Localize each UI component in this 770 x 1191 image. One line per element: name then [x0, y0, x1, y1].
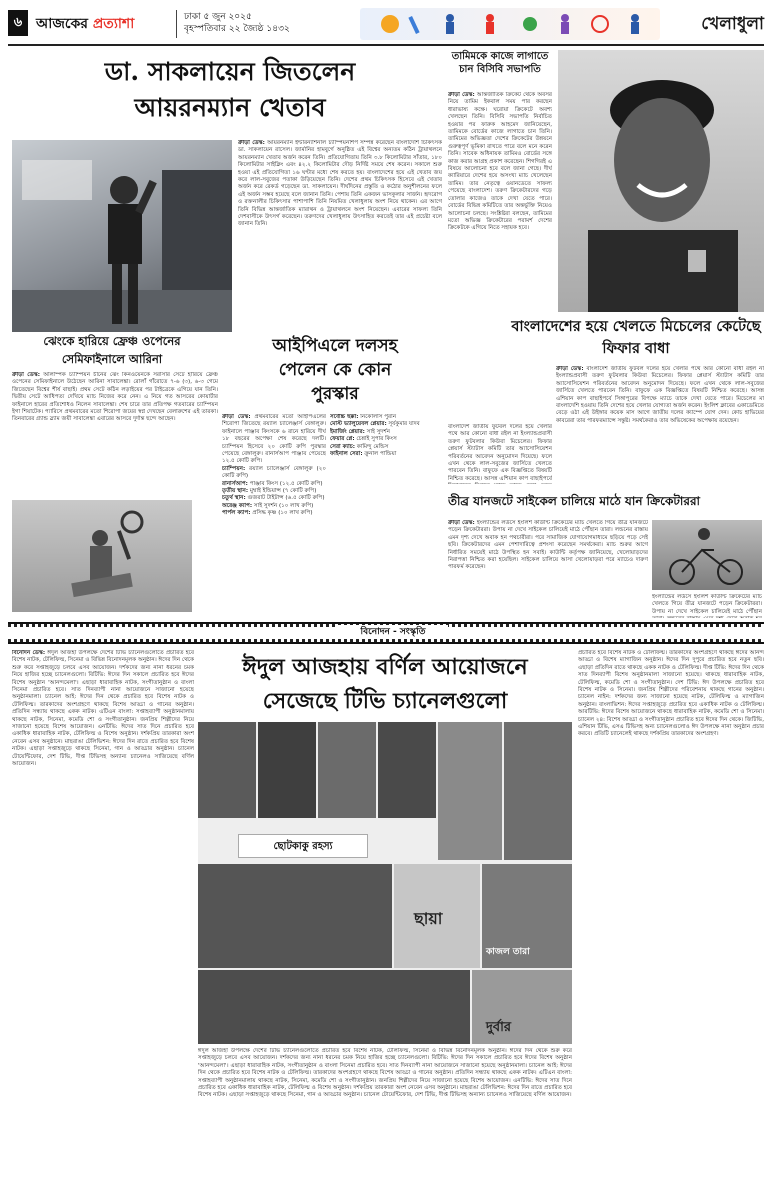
award-label: অরেঞ্জ ক্যাপ:: [222, 502, 253, 509]
award-value: কামিন্দু মেন্ডিস: [356, 443, 389, 450]
story4-headline: [8, 332, 216, 368]
story4-headline-line1: ঝেংকে হারিয়ে ফ্রেঞ্চ ওপেনের: [43, 334, 181, 348]
award-label: ফেয়ার প্লে:: [330, 436, 355, 443]
award-value: সাই সুদর্শন (১০ লাখ রুপি): [253, 502, 314, 509]
story1-photo: [12, 140, 232, 332]
story1-headline-line1: ডা. সাকলায়েন জিতলেন: [104, 57, 356, 86]
award-row: [222, 481, 326, 488]
poster-title-kajol-tara: কাজল তারা: [486, 947, 530, 957]
award-value: ক্রুনাল পান্ডিয়া: [364, 451, 397, 458]
story4-byline: ক্রীড়া ডেস্ক:: [12, 372, 40, 378]
story4-body: [12, 372, 218, 496]
story6-body: [448, 520, 648, 618]
header-rule: [8, 44, 764, 46]
award-value: সাই সুদর্শন: [366, 428, 390, 435]
sports-figures-icon: [360, 8, 660, 40]
tennis-player-icon: [12, 500, 192, 612]
award-row: [330, 451, 442, 458]
runner-figure-icon: [12, 140, 232, 332]
collage-photo: [438, 722, 502, 860]
story1-headline: [20, 54, 440, 126]
header-divider: [176, 10, 177, 38]
entertainment-headline: [198, 650, 572, 718]
entertainment-body-right: [578, 650, 764, 1178]
story1-headline-line2: আয়রনম্যান খেতাব: [134, 93, 326, 122]
award-label: রানার্সআপ:: [222, 480, 248, 487]
story3-text-cont: বাংলাদেশ জাতীয় ফুটবল দলের হয়ে খেলার পথে আর কোনো বাধা রইল না ইংল্যান্ডপ্রবাসী তরুণ ফুটবলার কিউবা মিচেলের। ফিফার প্লেয়ার্স স্ট্যাটাস কমিটি তার অ্যাসোসিয়েশন পরিবর্তনের আবেদন অনুমোদন দিয়েছে। ফলে এখন থেকে লাল-সবুজের জার্সিতে খেলতে পারবেন তিনি। বাফুফে এক বিজ্ঞপ্তিতে বিষয়টি নিশ্চিত করেছে। আসন্ন এশিয়ান কাপ বাছাইপর্বে: [448, 424, 552, 482]
award-label: চ্যাম্পিয়ন:: [222, 465, 246, 472]
place-date: ঢাকা ৫ জুন ২০২৫: [184, 12, 252, 22]
entertainment-text-right: প্রচারিত হবে বিশেষ নাটক ও টেলিফিল্ম। তারকাদের অংশগ্রহণে থাকছে ঈদের আনন্দ আড্ডা ও বিশেষ ম্যাগাজিন অনুষ্ঠান। ঈদের দিন দুপুরে প্রচারিত হবে নতুন ছবি। এছাড়া প্রতিদিন রাতে থাকছে একক নাটক ও টেলিফিল্ম। দীপ্ত টিভি: ঈদের দিন থেকে সাত দিনব্যাপী বিশেষ অনুষ্ঠানমালা সাজানো হয়েছে। থাকছে ধারাবাহিক নাটক, টেলিফিল্ম, কমেডি শো ও সংগীতানুষ্ঠান। দেশ টিভি: ঈদ উপলক্ষে প্রচারিত হবে বিশেষ নাটক ও সিনেমা। জনপ্রিয় শিল্পীদের পরিবেশনায় থাকছে গানের অনুষ্ঠান। চ্যানেল নাইন: দর্শকদের জন্য সাজানো হয়েছে নাটক, টেলিফিল্ম ও ম্যাগাজিন অনুষ্ঠান। বাংলাভিশন: ঈদের সপ্তাহজুড়ে প্রচারিত হবে একাধিক নাটক ও টেলিফিল্ম। আরটিভি: ঈদের বিশেষ আয়োজনে থাকছে ধারাবাহিক নাটক, কমেডি শো ও সিনেমা। চ্যানেল ২৪: বিশেষ আড্ডা ও সংগীতানুষ্ঠান প্রচারিত হবে ঈদের দিন থেকে। জিটিভি, এশিয়ান টিভি, এসএ টিভিসহ অন্য চ্যানেলগুলোও ঈদ উপলক্ষে নানা অনুষ্ঠান প্রচার করবে। প্রতিটি চ্যানেলেই থাকছে দর্শকপ্রিয় তারকাদের অংশগ্রহণ।: [578, 650, 764, 738]
masthead: [8, 6, 764, 42]
paper-logo: [36, 12, 134, 36]
player-portrait-icon: [558, 50, 764, 312]
story5-awards-col2: [330, 414, 442, 618]
award-value: পাঞ্জাব কিংস (১২.৫ কোটি রুপি): [249, 480, 323, 487]
story2-headline: তামিমকে কাজে লাগাতে চান বিসিবি সভাপতি: [451, 51, 549, 75]
story3-byline: ক্রীড়া ডেস্ক:: [556, 366, 584, 372]
day-date: বৃহস্পতিবার ২২ জ্যৈষ্ঠ ১৪৩২: [184, 24, 290, 34]
collage-photo: [198, 970, 470, 1044]
story6-headline: তীব্র যানজটে সাইকেল চালিয়ে মাঠে যান ক্রিকেটাররা: [448, 494, 701, 508]
award-value: নিকোলাস পুরান: [360, 414, 397, 420]
sabalenka-photo: [12, 500, 192, 612]
story3-body: [556, 366, 764, 484]
story2-byline: ক্রীড়া ডেস্ক:: [448, 92, 475, 98]
entertainment-headline-line1: ঈদুল আজহায় বর্ণিল আয়োজনে: [242, 654, 528, 680]
award-value: সূর্যকুমার যাদব: [388, 421, 420, 428]
cyclists-photo: [652, 520, 762, 590]
page-number: ৬: [13, 15, 23, 30]
story2-text: আন্তর্জাতিক ক্রিকেট থেকে অবসর নিয়ে তামিম ইকবাল সময় পার করছেন ধারাভাষ্য কক্ষে। ঘরোয়া ক্রিকেটে অবশ্য খেলছেন তিনি। বিসিবি সভাপতি নির্বাচিত হওয়ার পর ফারুক আহমেদ জানিয়েছেন, তামিমকে বোর্ডের কাজে লাগাতে চান তিনি। তামিমের অভিজ্ঞতা দেশের ক্রিকেটের উন্নয়নে গুরুত্বপূর্ণ ভূমিকা রাখতে পারে বলে মনে করেন তিনি। সাবেক অধিনায়ক তামিমও বোর্ডের সঙ্গে কাজ করার আগ্রহ প্রকাশ করেছেন। শিগগিরই এ বিষয়ে আলোচনা হবে বলে জানা গেছে। দীর্ঘ ক্যারিয়ারে দেশের হয়ে অসংখ্য ম্যাচ খেলেছেন তামিম। তার নেতৃত্বে ওয়ানডেতে সাফল্য পেয়েছে বাংলাদেশ। তরুণ ক্রিকেটারদের গড়ে তোলার কাজেও তাকে দেখা যেতে পারে। বোর্ডের বিভিন্ন কমিটিতে তার অন্তর্ভুক্তি নিয়েও আলোচনা চলছে। সংশ্লিষ্টরা বলছেন, তামিমের মতো অভিজ্ঞ ক্রিকেটারের পরামর্শ দেশের ক্রিকেটকে এগিয়ে নিতে সহায়ক হবে।: [448, 92, 552, 232]
award-label: ফাইনাল সেরা:: [330, 451, 363, 458]
award-label: তৃতীয় স্থান:: [222, 488, 249, 495]
poster-title-chhotokaku: ছোটকাকু রহস্য: [238, 834, 368, 858]
page-number-box: [8, 10, 28, 36]
collage-photo: [198, 722, 256, 818]
award-value: রয়্যাল চ্যালেঞ্জার্স বেঙ্গালুরু (২০ কোটি রুপি): [222, 465, 326, 480]
story5-body: [222, 414, 326, 618]
section-title: খেলাধুলা: [701, 14, 764, 34]
story1-body: [238, 140, 442, 334]
entertainment-headline-line2: সেজেছে টিভি চ্যানেলগুলো: [262, 688, 508, 714]
award-value: চেন্নাই সুপার কিংস: [356, 436, 397, 443]
mitchell-photo: [558, 50, 764, 312]
collage-photo: [394, 864, 480, 968]
story5-text: প্রথমবারের মতো আইপিএলের শিরোপা জিতেছে রয়্যাল চ্যালেঞ্জার্স বেঙ্গালুরু। ফাইনালে পাঞ্জাব কিংসকে ৬ রানে হারিয়ে দীর্ঘ ১৮ বছরের অপেক্ষা শেষ করেছে দলটি। চ্যাম্পিয়ন হিসেবে ২০ কোটি রুপি পুরস্কার পেয়েছে বেঙ্গালুরু। রানার্সআপ পাঞ্জাব পেয়েছে ১২.৫ কোটি রুপি।: [222, 414, 326, 465]
collage-photo: [472, 970, 572, 1044]
award-label: মোস্ট ভ্যালুয়েবল প্লেয়ার:: [330, 421, 387, 428]
sports-icons-banner: [360, 8, 660, 40]
collage-photo: [482, 864, 572, 968]
collage-photo: [504, 722, 572, 860]
award-row: [330, 436, 442, 443]
story6-text-cont: ইংল্যান্ডের লর্ডসে ইংলিশ কাউন্টি ক্রিকেটের ম্যাচ খেলতে গিয়ে তীব্র যানজটে পড়েন ক্রিকেটাররা। উপায় না দেখে সাইকেল চালিয়েই মাঠে পৌঁছান: [652, 594, 762, 615]
story4-headline-line2: সেমিফাইনালে আরিনা: [61, 352, 163, 366]
poster-title-chhaya: ছায়া: [414, 909, 443, 928]
award-label: সেরা ক্যাচ:: [330, 443, 356, 450]
award-label: ইমার্জিং প্লেয়ার:: [330, 428, 365, 435]
collage-photo: [258, 722, 316, 818]
award-label: পার্পল ক্যাপ:: [222, 510, 251, 517]
entertainment-text-mid: ঈদুল আজহা উপলক্ষে দেশের টিভি চ্যানেলগুলোতে প্রচারিত হবে বিশেষ নাটক, টেলিফিল্ম, সিনেমা ও বিভিন্ন বিনোদনমূলক অনুষ্ঠান। ঈদের দিন থেকে শুরু করে সপ্তাহজুড়ে চলবে এসব আয়োজন। দর্শকদের জন্য নানা ধরনের চমক নিয়ে হাজির হচ্ছে চ্যানেলগুলো। বিটিভি: ঈদের দিন সকালে প্রচারিত হবে ঈদের বিশেষ অনুষ্ঠান 'আনন্দমেলা'। এছাড়া ধারাবাহিক নাটক, সংগীতানুষ্ঠান ও বাংলা সিনেমা প্রচারিত হবে। সাত দিনব্যাপী নানা আয়োজনে সাজানো হয়েছে অনুষ্ঠানমালা। চ্যানেল আই: ঈদের দিন থেকে প্রচারিত হবে বিশেষ নাটক ও টেলিফিল্ম। তারকাদের অংশগ্রহণে থাকছে বিশেষ আড্ডা ও গানের অনুষ্ঠান। প্রতিদিন সন্ধ্যায় থাকছে একক নাটক। এটিএন বাংলা: সপ্তাহব্যাপী অনুষ্ঠানমালায় থাকছে নাটক, সিনেমা, কমেডি শো ও সংগীতানুষ্ঠান। জনপ্রিয় শিল্পীদের নিয়ে সাজানো হয়েছে বিশেষ আয়োজন। এনটিভি: ঈদের সাত দিনে প্রচারিত হবে একাধিক ধারাবাহিক নাটক, টেলিফিল্ম ও বিশেষ অনুষ্ঠান। দর্শকপ্রিয় তারকারা অংশ নেবেন এসব অনুষ্ঠানে। মাছরাঙা টেলিভিশন: ঈদের দিন রাতে প্রচারিত হবে বিশেষ নাটক। এছাড়া সপ্তাহজুড়ে থাকছে সিনেমা, গান ও আড্ডার অনুষ্ঠান। চ্যানেল টোয়েন্টিফোর, দেশ টিভি, দীপ্ত টিভিসহ অন্যান্য চ্যানেলও সাজিয়েছে বর্ণিল আয়োজন।: [198, 1048, 572, 1099]
entertainment-banner: [8, 622, 764, 644]
poster-title-durbar: দুর্বার: [486, 1020, 511, 1035]
award-value: প্রসিদ্ধ কৃষ্ণ (১০ লাখ রুপি): [252, 510, 313, 517]
award-row: [222, 466, 326, 481]
paper-name-a: আজকের: [36, 16, 88, 32]
header-date: [184, 11, 290, 35]
story5-headline: [218, 334, 452, 406]
collage-photo: [198, 864, 392, 968]
entertainment-label: বিনোদন - সংস্কৃতি: [338, 625, 448, 639]
award-value: মুম্বাই ইন্ডিয়ান্স (৭ কোটি রুপি): [249, 488, 317, 495]
entertainment-body-mid: [198, 1048, 572, 1178]
award-row: [222, 510, 326, 517]
story3-body-cont: [448, 424, 552, 484]
story5-headline-line3: পুরস্কার: [311, 384, 359, 404]
story1-text: আয়রনম্যান ইন্টারন্যাশনাল চ্যাম্পিয়নশিপ সম্পন্ন করেছেন বাংলাদেশি চিকিৎসক ডা. সাকলায়েন রাসেল। জার্মানির হামবুর্গে অনুষ্ঠিত এই বিশ্বের অন্যতম কঠিন ট্রায়াথলনে আয়রনম্যান খেতাব অর্জন করেন তিনি। প্রতিযোগিতায় তিনি ৩.৮ কিলোমিটার সাঁতার, ১৮০ কিলোমিটার সাইক্লিং এবং ৪২.২ কিলোমিটার দৌড় নির্দিষ্ট সময়ে শেষ করেন। সকালে শুরু হওয়া এই প্রতিযোগিতা ১৬ ঘণ্টার মধ্যে শেষ করতে হয়। বাংলাদেশের হয়ে এই খেতাব জয় করে লাল-সবুজের পতাকা উড়িয়েছেন তিনি। দেশের প্রথম চিকিৎসক হিসেবে এই খেতাব অর্জন করে রেকর্ড গড়েছেন ডা. সাকলায়েন। দীর্ঘদিনের প্রস্তুতি ও কঠোর অনুশীলনের ফলে এই অর্জন সম্ভব হয়েছে বলে জানান তিনি। পেশায় তিনি একজন ভাসকুলার সার্জন। হৃদরোগ ও রক্তনালীর চিকিৎসার পাশাপাশি তিনি নিয়মিত খেলাধুলায় অংশ নিয়ে থাকেন। এর আগে তিনি বিভিন্ন আন্তর্জাতিক ম্যারাথন ও ট্রায়াথলনে অংশ নিয়েছেন। এবারের সাফল্য তিনি দেশবাসীকে উৎসর্গ করেছেন। তরুণদের খেলাধুলায় উৎসাহিত করতেই তার এই প্রচেষ্টা বলে জানান তিনি।: [238, 140, 442, 228]
story6-text: ইংল্যান্ডের লর্ডসে ইংলিশ কাউন্টি ক্রিকেটের ম্যাচ খেলতে গিয়ে তীব্র যানজটে পড়েন ক্রিকেটাররা। উপায় না দেখে সাইকেল চালিয়েই মাঠে পৌঁছান তারা। লন্ডনের রাস্তায় এমন দৃশ্য দেখে অবাক হন পথচারীরা। পরে সামাজিক যোগাযোগমাধ্যমে ছড়িয়ে পড়ে সেই ছবি। ক্রিকেটারদের এমন পেশাদারিত্বে প্রশংসা করেছেন সমর্থকেরা। ম্যাচ শুরুর আগে নির্ধারিত সময়েই মাঠে উপস্থিত হন সবাই। কাউন্টি কর্তৃপক্ষ জানিয়েছে, খেলোয়াড়দের নিরাপত্তা নিশ্চিত করা হয়েছিল। সাইকেল চালিয়ে আসা খেলোয়াড়রা পরে ম্যাচেও দারুণ পারফর্ম করেছেন।: [448, 520, 648, 571]
entertainment-text-left: ঈদুল আজহা উপলক্ষে দেশের টিভি চ্যানেলগুলোতে প্রচারিত হবে বিশেষ নাটক, টেলিফিল্ম, সিনেমা ও বিভিন্ন বিনোদনমূলক অনুষ্ঠান। ঈদের দিন থেকে শুরু করে সপ্তাহজুড়ে চলবে এসব আয়োজন। দর্শকদের জন্য নানা ধরনের চমক নিয়ে হাজির হচ্ছে চ্যানেলগুলো। বিটিভি: ঈদের দিন সকালে প্রচারিত হবে ঈদের বিশেষ অনুষ্ঠান 'আনন্দমেলা'। এছাড়া ধারাবাহিক নাটক, সংগীতানুষ্ঠান ও বাংলা সিনেমা প্রচারিত হবে। সাত দিনব্যাপী নানা আয়োজনে সাজানো হয়েছে অনুষ্ঠানমালা। চ্যানেল আই: ঈদের দিন থেকে প্রচারিত হবে বিশেষ নাটক ও টেলিফিল্ম। তারকাদের অংশগ্রহণে থাকছে বিশেষ আড্ডা ও গানের অনুষ্ঠান। প্রতিদিন সন্ধ্যায় থাকছে একক নাটক। এটিএন বাংলা: সপ্তাহব্যাপী অনুষ্ঠানমালায় থাকছে নাটক, সিনেমা, কমেডি শো ও সংগীতানুষ্ঠান। জনপ্রিয় শিল্পীদের নিয়ে সাজানো হয়েছে বিশেষ আয়োজন। এনটিভি: ঈদের সাত দিনে প্রচারিত হবে একাধিক ধারাবাহিক নাটক, টেলিফিল্ম ও বিশেষ অনুষ্ঠান। দর্শকপ্রিয় তারকারা অংশ নেবেন এসব অনুষ্ঠানে। মাছরাঙা টেলিভিশন: ঈদের দিন রাতে প্রচারিত হবে বিশেষ নাটক। এছাড়া সপ্তাহজুড়ে থাকছে সিনেমা, গান ও আড্ডার অনুষ্ঠান। চ্যানেল টোয়েন্টিফোর, দেশ টিভি, দীপ্ত টিভিসহ অন্যান্য চ্যানেলও সাজিয়েছে বর্ণিল আয়োজন।: [12, 650, 194, 768]
award-label: চতুর্থ স্থান:: [222, 495, 246, 502]
tv-photo-collage: [198, 722, 572, 1044]
story5-headline-line1: আইপিএলে দলসহ: [272, 336, 398, 356]
story2-body: [448, 92, 552, 420]
award-value: গুজরাট টাইটান্স (৬.৫ কোটি রুপি): [247, 495, 325, 502]
entertainment-byline: বিনোদন ডেস্ক:: [12, 650, 46, 656]
bicycle-icon: [652, 520, 762, 590]
collage-photo: [378, 722, 436, 818]
award-row: [222, 495, 326, 502]
story5-byline: ক্রীড়া ডেস্ক:: [222, 414, 251, 420]
story3-text: বাংলাদেশ জাতীয় ফুটবল দলের হয়ে খেলার পথে আর কোনো বাধা রইল না ইংল্যান্ডপ্রবাসী তরুণ ফুটবলার কিউবা মিচেলের। ফিফার প্লেয়ার্স স্ট্যাটাস কমিটি তার অ্যাসোসিয়েশন পরিবর্তনের আবেদন অনুমোদন দিয়েছে। ফলে এখন থেকে লাল-সবুজের জার্সিতে খেলতে পারবেন তিনি। বাফুফে এক বিজ্ঞপ্তিতে বিষয়টি নিশ্চিত করেছে। আসন্ন এশিয়ান কাপ বাছাইপর্বে সিঙ্গাপুরের বিপক্ষে ম্যাচে তাকে দেখা যেতে পারে। মিচেলের মা বাংলাদেশি হওয়ায় তিনি দেশের হয়ে খেলার যোগ্যতা অর্জন করেন। ইংলিশ ক্লাবের একাডেমিতে বেড়ে ওঠা এই উইঙ্গার কয়েক মাস আগে জাতীয় দলের ক্যাম্পে যোগ দেন। কোচ হাভিয়ের কাবরেরা তার পারফরম্যান্সে সন্তুষ্ট। সমর্থকেরাও তার অভিষেকের অপেক্ষায় রয়েছেন।: [556, 366, 764, 424]
story3-headline: বাংলাদেশের হয়ে খেলতে মিচেলের কেটেছে ফিফার বাধা: [511, 319, 761, 357]
entertainment-body-left: [12, 650, 194, 1178]
award-label: সর্বোচ্চ ছক্কা:: [330, 414, 359, 420]
story1-byline: ক্রীড়া ডেস্ক:: [238, 140, 265, 146]
paper-name-b: প্রত্যাশা: [92, 16, 135, 32]
story4-text: অলিম্পিক চ্যাম্পিয়ন চীনের ঝেং কিনওয়েনকে সরাসরি সেটে হারিয়ে ফ্রেঞ্চ ওপেনের সেমিফাইনালে উঠেছেন আরিনা সাবালেঙ্কা। রোলাঁ গাঁরোতে ৭-৬ (৩), ৬-৩ গেমে জিতেছেন বিশ্বের শীর্ষ বাছাই। প্রথম সেটে কঠিন লড়াইয়ের পর টাইব্রেকে এগিয়ে যান তিনি। দ্বিতীয় সেটে আধিপত্য দেখিয়ে ম্যাচ নিজের করে নেন। এ নিয়ে গত আসরের কোয়ার্টার ফাইনালে হারের প্রতিশোধও নিলেন সাবালেঙ্কা। শেষ চারে তার প্রতিপক্ষ গতবারের চ্যাম্পিয়ন ইগা শিয়াটেক। প্যারিসে প্রথমবারের মতো শিরোপা জয়ের স্বপ্ন দেখছেন বেলারুশের এই তারকা। তিনবারের গ্র্যান্ড স্ল্যাম জয়ী সাবালেঙ্কা এবারের আসরে দুর্দান্ত ছন্দে আছেন।: [12, 372, 218, 423]
story6-body-cont: [652, 594, 762, 618]
story5-headline-line2: পেলেন কে কোন: [278, 360, 392, 380]
collage-photo: [318, 722, 376, 818]
award-row: [330, 444, 442, 451]
award-row: [330, 421, 442, 428]
story6-byline: ক্রীড়া ডেস্ক:: [448, 520, 475, 526]
